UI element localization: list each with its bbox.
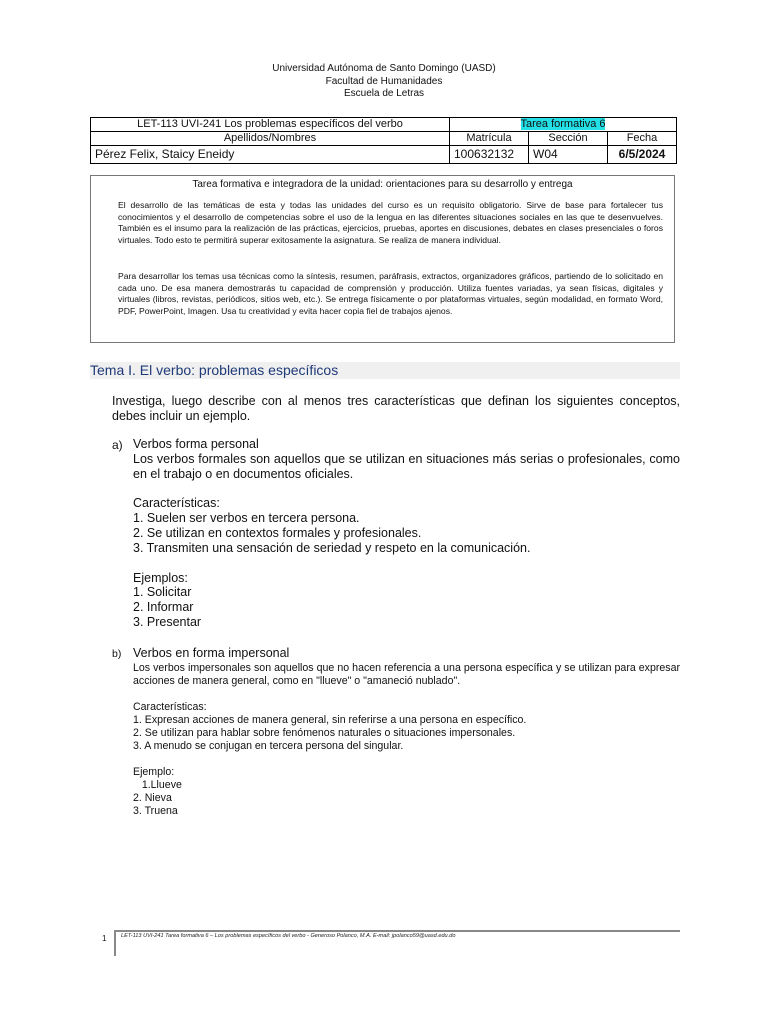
characteristic-item: 2. Se utilizan en contextos formales y profesionales. xyxy=(133,525,422,540)
part-a-label: a) xyxy=(112,438,123,452)
orientation-item xyxy=(118,271,663,317)
example-item: 3. Truena xyxy=(133,805,178,817)
orientations-title: Tarea formativa e integradora de la unidad: orientaciones para su desarrollo y entrega xyxy=(192,179,573,190)
example-item: 3. Presentar xyxy=(133,614,202,629)
course-title-cell: LET-113 UVI-241 Los problemas específicos del verbo xyxy=(91,118,450,132)
task-title: Tarea formativa 6 xyxy=(520,118,606,130)
characteristic-item: 2. Se utilizan para hablar sobre fenómenos naturales o situaciones impersonales. xyxy=(133,727,516,739)
section-title: Tema I. El verbo: problemas específicos xyxy=(90,362,680,379)
characteristic-item: 1. Suelen ser verbos en tercera persona. xyxy=(133,511,360,526)
example-item: 1.Llueve xyxy=(133,779,182,791)
footer-vertical-bar xyxy=(114,931,116,956)
name-header: Apellidos/Nombres xyxy=(91,132,450,146)
characteristic-item: 1. Expresan acciones de manera general, sin referirse a una persona en específico. xyxy=(133,714,527,726)
orientations-box xyxy=(90,175,675,343)
characteristic-item: 3. A menudo se conjugan en tercera persona del singular. xyxy=(133,740,404,752)
part-a-title: Verbos forma personal xyxy=(133,437,259,451)
part-b-title xyxy=(133,646,680,661)
id-header: Matrícula xyxy=(450,132,529,146)
question-text: Investiga, luego describe con al menos tres características que definan los siguientes conceptos, debes incluir un ejemplo. xyxy=(112,394,680,423)
part-b-block xyxy=(133,662,680,818)
university-name: Universidad Autónoma de Santo Domingo (UASD) xyxy=(272,63,496,74)
example-item: 2. Nieva xyxy=(133,792,172,804)
date-header: Fecha xyxy=(608,132,677,146)
part-a-definition: Los verbos formales son aquellos que se utilizan en situaciones más serias o profesionales, como en el trabajo o en documentos oficiales. xyxy=(133,451,680,481)
task-title-cell xyxy=(450,118,677,132)
part-a-characteristics-heading: Características: xyxy=(133,496,220,511)
part-b-characteristics-heading: Características: xyxy=(133,701,207,713)
submission-date: 6/5/2024 xyxy=(608,146,677,164)
student-section: W04 xyxy=(529,146,608,164)
orientation-text: El desarrollo de las temáticas de esta y todas las unidades del curso es un requisito obligatorio. Sirve de base para fortalecer tus conocimientos y el desarrollo de competencias sobre el uso de la lengua en las diferentes situaciones sociales en las que te desenvuelves. También es el insumo para la realización de las prácticas, ejercicios, pruebas, aportes en discusiones, debates en clases presenciales o foros virtuales. Todo esto te permitirá superar exitosamente la asignatura. Se realiza de manera individual. xyxy=(118,200,663,245)
footer-text: LET-113 UVI-241 Tarea formativa 6 – Los problemas específicos del verbo - Generoso Polanco, M.A. E-mail: jpolanco59@uasd.edu.do xyxy=(121,933,456,939)
orientation-text: Para desarrollar los temas usa técnicas como la síntesis, resumen, paráfrasis, extractos, organizadores gráficos, partiendo de lo solicitado en cada uno. De esa manera demostrarás tu capacidad de comprensión y producción. Utiliza fuentes variadas, ya sean físicas, digitales y virtuales (libros, revistas, periódicos, sitios web, etc.). Se entrega físicamente o por plataformas virtuales, según modalidad, en formato Word, PDF, PowerPoint, Imagen. Usa tu creatividad y evita hacer copia fiel de trabajos ajenos. xyxy=(118,271,663,316)
part-a-examples-heading: Ejemplos: xyxy=(133,570,188,585)
orientation-item xyxy=(118,200,663,246)
characteristic-item: 3. Transmiten una sensación de seriedad y respeto en la comunicación. xyxy=(133,540,531,555)
example-item: 1. Solicitar xyxy=(133,585,192,600)
example-item: 2. Informar xyxy=(133,600,194,615)
student-id: 100632132 xyxy=(450,146,529,164)
footer-divider xyxy=(114,930,680,932)
school-name: Escuela de Letras xyxy=(343,88,425,99)
page-number: 1 xyxy=(102,934,107,943)
faculty-name: Facultad de Humanidades xyxy=(325,75,443,87)
part-b-label: b) xyxy=(112,648,122,660)
part-b-examples-heading: Ejemplo: xyxy=(133,766,175,778)
university-header xyxy=(0,63,768,101)
part-b-definition: Los verbos impersonales son aquellos que no hacen referencia a una persona específica y se utilizan para expresar acciones de manera general, como en "llueve" o "amaneció nublado". xyxy=(133,662,680,687)
student-info-table xyxy=(90,117,677,164)
student-name: Pérez Felix, Staicy Eneidy xyxy=(91,146,450,164)
part-b-title-text: Verbos en forma impersonal xyxy=(133,646,290,660)
section-header: Sección xyxy=(529,132,608,146)
part-a-block xyxy=(133,437,680,630)
